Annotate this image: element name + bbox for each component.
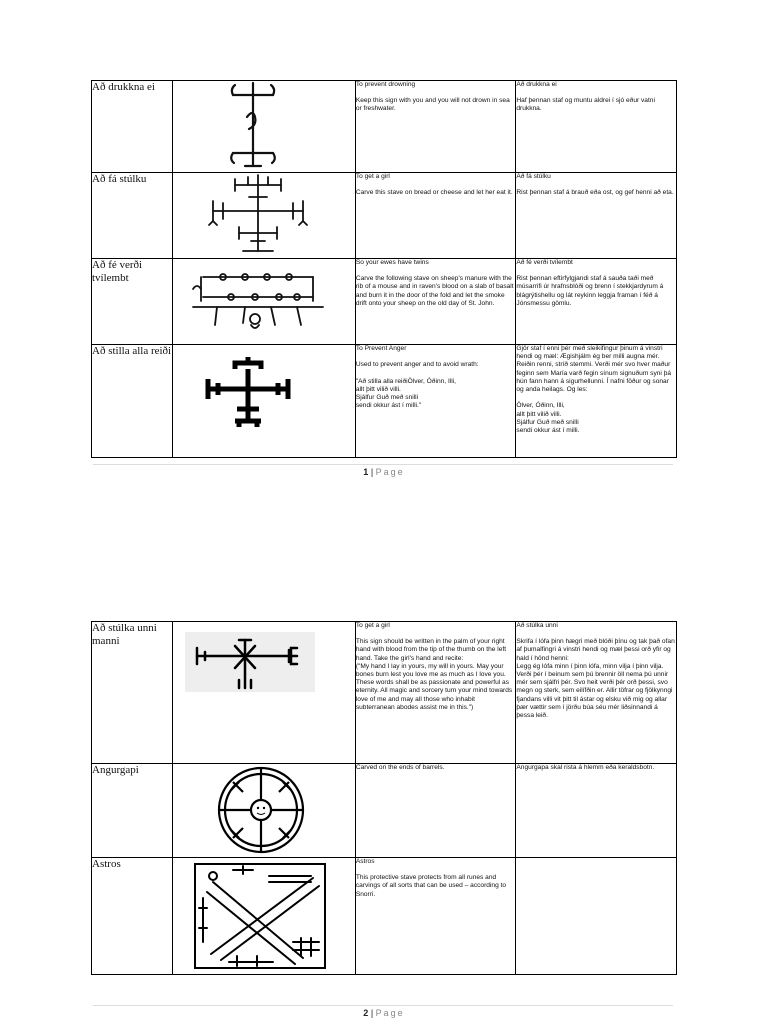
table-row xyxy=(92,345,677,458)
stave-name: Að fé verði tvílembt xyxy=(92,259,173,345)
english-text: This sign should be written in the palm of your right hand with blood from the tip of the thumb on the left hand. Take the girl's hand and recite: ("My hand I lay in yours, my will in yours. May your bones burn lest you love me as much as I love you. These words shall be as passionate and powerful as eternity. All magic and sorcery turn your mind towards love of me and may all those who inhabit subterranean abodes assist me in this.") xyxy=(355,638,513,711)
page-number: 2 xyxy=(363,1008,369,1018)
stave-image-cell xyxy=(173,345,355,458)
footer-page-label: Page xyxy=(375,467,405,477)
icelandic-title: Að fá stúlku xyxy=(516,173,551,180)
english-text: Keep this sign with you and you will not drown in sea or freshwater. xyxy=(355,97,510,113)
stave-table-page-1 xyxy=(91,80,677,458)
page-footer xyxy=(0,467,768,477)
english-text: Carve this stave on bread or cheese and let her eat it. xyxy=(355,189,513,197)
table-row xyxy=(92,764,677,858)
english-text: Carved on the ends of barrels. xyxy=(355,764,445,771)
icelandic-text: Angurgapa skal rista á hlemm eða keraldsbotn. xyxy=(516,764,655,771)
angurgapi-stave-icon xyxy=(173,764,347,857)
stave-name: Angurgapi xyxy=(92,764,173,858)
stave-table-page-2 xyxy=(91,621,677,975)
icelandic-description xyxy=(516,173,677,259)
table-row xyxy=(92,622,677,764)
icelandic-title: Að fé verði tvílembt xyxy=(516,259,573,266)
icelandic-description xyxy=(516,259,677,345)
stave-image-cell xyxy=(173,173,355,259)
icelandic-description xyxy=(516,764,677,858)
anti-drowning-stave-icon xyxy=(173,81,347,172)
english-text: Carve the following stave on sheep's manure with the rib of a mouse and in raven's blood on a slab of basalt and burn it in the door of the fold and let the smoke drift onto your sheep on the old day of St. John. xyxy=(355,275,514,307)
ewes-twins-stave-icon xyxy=(173,259,347,344)
english-description xyxy=(355,764,516,858)
page-number: 1 xyxy=(363,467,369,477)
footer-separator: | xyxy=(370,1008,374,1018)
table-row xyxy=(92,858,677,975)
icelandic-title: Að drukkna ei xyxy=(516,81,557,88)
icelandic-text: Skrifa í lófa þinn hægri með blóði þínu og tak það ofan af þumalfingri á vinstri hendi og mæl þessi orð yfir og hald í hönd henni: Legg ég lófa minn í þinn lófa, minn vilja í þinn vilja. Verði þér í beinum sem þú brennir öll nema þú unnir mér sem sjálfri þér. Svo heit verði þér orð þessi, svo megn og sterk, sem eilífðin er. Allir töfrar og fjölkynngi fjandans villi vit þitt til ástar og elsku við mig og allar þær vættir sem í jörðu búa séu mér liðsinnandi á þessa leið. xyxy=(516,638,675,720)
english-title: Astros xyxy=(355,858,375,865)
footer-page-label: Page xyxy=(375,1008,405,1018)
english-description xyxy=(355,81,516,173)
english-description xyxy=(355,345,516,458)
footer-rule xyxy=(93,1005,673,1006)
page-footer xyxy=(0,1008,768,1018)
icelandic-description xyxy=(516,81,677,173)
english-title: To get a girl xyxy=(355,173,390,180)
footer-separator: | xyxy=(370,467,374,477)
english-text: This protective stave protects from all runes and carvings of all sorts that can be used – according to Snorri. xyxy=(355,874,507,898)
english-title: To get a girl xyxy=(355,622,390,629)
icelandic-description xyxy=(516,858,677,975)
english-description xyxy=(355,858,516,975)
english-title: To Prevent Anger xyxy=(355,345,407,352)
icelandic-text: Rist þennan staf á brauð eða ost, og gef henni að eta. xyxy=(516,189,674,197)
prevent-anger-stave-icon xyxy=(173,345,347,457)
english-description xyxy=(355,622,516,764)
stave-name: Að stúlka unni manni xyxy=(92,622,173,764)
icelandic-description xyxy=(516,345,677,458)
girl-love-man-stave-icon xyxy=(173,622,347,763)
table-row xyxy=(92,259,677,345)
icelandic-text: Rist þennan eftirfylgjandi staf á sauða taði með músarrifi úr hrafnsblóði og brenn í stekkjardyrum á blágrýtishellu og lát reykinn leggja framan í féð á Jónsmessu gömlu. xyxy=(516,275,664,307)
stave-name: Að fá stúlku xyxy=(92,173,173,259)
icelandic-title: Að stúlka unni xyxy=(516,622,558,629)
stave-name: Að stilla alla reiði xyxy=(92,345,173,458)
astros-stave-icon xyxy=(173,858,347,974)
english-title: So your ewes have twins xyxy=(355,259,429,266)
icelandic-description xyxy=(516,622,677,764)
english-text: Used to prevent anger and to avoid wrath: "Að stilla alla reiðiÖlver, Óðinn, Illi, allt þitt vilið villi. Sjálfur Guð með snilli sendi okkur ást í milli." xyxy=(355,361,479,410)
get-a-girl-stave-icon xyxy=(173,173,347,258)
table-row xyxy=(92,173,677,259)
footer-rule xyxy=(93,464,673,465)
english-description xyxy=(355,259,516,345)
stave-image-cell xyxy=(173,622,355,764)
stave-image-cell xyxy=(173,764,355,858)
stave-image-cell xyxy=(173,259,355,345)
icelandic-text: Gjör staf í enni þér með sleikifingur þinum á vinstri hendi og mæl: Ægishjálm ég ber milli augna mér. Reiðin renni, stríð stemmi. Verði mér svo hver maður feginn sem María varð fegin sínum signuðum syni þá hún fann hann á sigurhellunni. Í nafni föður og sonar og anda heilags. Og les: Ölver, Óðinn, Illi, allt þitt vilið villi. Sjálfur Guð með snilli sendi okkur ást í milli. xyxy=(516,345,672,435)
stave-image-cell xyxy=(173,858,355,975)
english-description xyxy=(355,173,516,259)
stave-name: Astros xyxy=(92,858,173,975)
table-row xyxy=(92,81,677,173)
icelandic-text: Haf þennan staf og muntu aldrei í sjó eður vatni drukkna. xyxy=(516,97,655,113)
stave-image-cell xyxy=(173,81,355,173)
english-title: To prevent drowning xyxy=(355,81,416,88)
stave-name: Að drukkna ei xyxy=(92,81,173,173)
